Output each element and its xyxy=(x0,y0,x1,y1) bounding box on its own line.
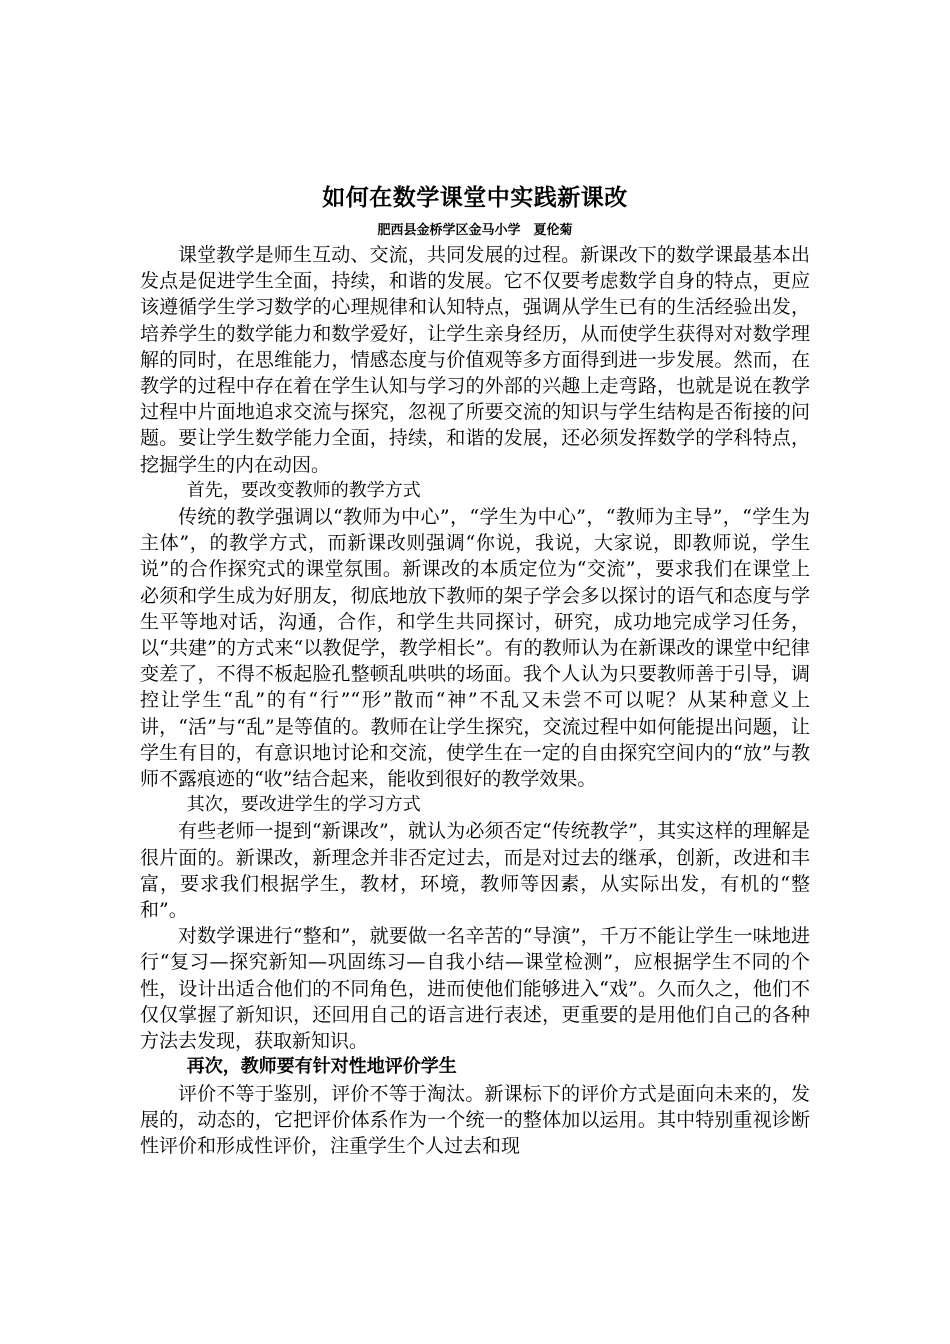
document-page xyxy=(140,178,810,1159)
section-1-paragraph: 传统的教学强调以“教师为中心”，“学生为中心”，“教师为主导”，“学生为主体”，的教学方式，而新课改则强调“你说，我说，大家说，即教师说，学生说”的合作探究式的课堂氛围。新课改的本质定位为“交流”，要求我们在课堂上必须和学生成为好朋友，彻底地放下教师的架子学会多以探讨的语气和态度与学生平等地对话，沟通，合作，和学生共同探讨，研究，成功地完成学习任务，以“共建”的方式来“以教促学，教学相长”。有的教师认为在新课改的课堂中纪律变差了，不得不板起脸孔整顿乱哄哄的场面。我个人认为只要教师善于引导，调控让学生“乱”的有“行”“形”散而“神”不乱又未尝不可以呢？从某种意义上讲，“活”与“乱”是等值的。教师在让学生探究，交流过程中如何能提出问题，让学生有目的，有意识地讨论和交流，使学生在一定的自由探究空间内的“放”与教师不露痕迹的“收”结合起来，能收到很好的教学效果。 xyxy=(140,506,810,791)
section-3-paragraph: 评价不等于鉴别，评价不等于淘汰。新课标下的评价方式是面向未来的，发展的，动态的，它把评价体系作为一个统一的整体加以运用。其中特别重视诊断性评价和形成性评价，注重学生个人过去和现 xyxy=(140,1082,810,1157)
document-title: 如何在数学课堂中实践新课改 xyxy=(322,185,628,211)
section-2-paragraph-2: 对数学课进行“整和”，就要做一名辛苦的“导演”，千万不能让学生一味地进行“复习—探究新知—巩固练习—自我小结—课堂检测”，应根据学生不同的个性，设计出适合他们的不同角色，进而使他们能够进入“戏”。久而久之，他们不仅仅掌握了新知识，还回用自己的语言进行表述，更重要的是用他们自己的各种方法去发现，获取新知识。 xyxy=(140,925,810,1053)
section-2-paragraph-1: 有些老师一提到“新课改”，就认为必须否定“传统教学”，其实这样的理解是很片面的。新课改，新理念并非否定过去，而是对过去的继承，创新，改进和丰富，要求我们根据学生，教材，环境，教师等因素，从实际出发，有机的“整和”。 xyxy=(140,820,810,922)
section-heading-2: 其次，要改进学生的学习方式 xyxy=(186,794,421,816)
section-heading-3: 再次，教师要有针对性地评价学生 xyxy=(186,1056,457,1078)
author-byline: 肥西县金桥学区金马小学 夏伦菊 xyxy=(377,223,573,238)
intro-paragraph: 课堂教学是师生互动、交流，共同发展的过程。新课改下的数学课最基本出发点是促进学生全面，持续，和谐的发展。它不仅要考虑数学自身的特点，更应该遵循学生学习数学的心理规律和认知特点，强调从学生已有的生活经验出发，培养学生的数学能力和数学爱好，让学生亲身经历，从而使学生获得对对数学理解的同时，在思维能力，情感态度与价值观等多方面得到进一步发展。然而，在教学的过程中存在着在学生认知与学习的外部的兴趣上走弯路，也就是说在教学过程中片面地追求交流与探究，忽视了所要交流的知识与学生结构是否衔接的问题。要让学生数学能力全面，持续，和谐的发展，还必须发挥数学的学科特点，挖掘学生的内在动因。 xyxy=(140,244,810,476)
section-heading-1: 首先，要改变教师的教学方式 xyxy=(186,479,421,501)
